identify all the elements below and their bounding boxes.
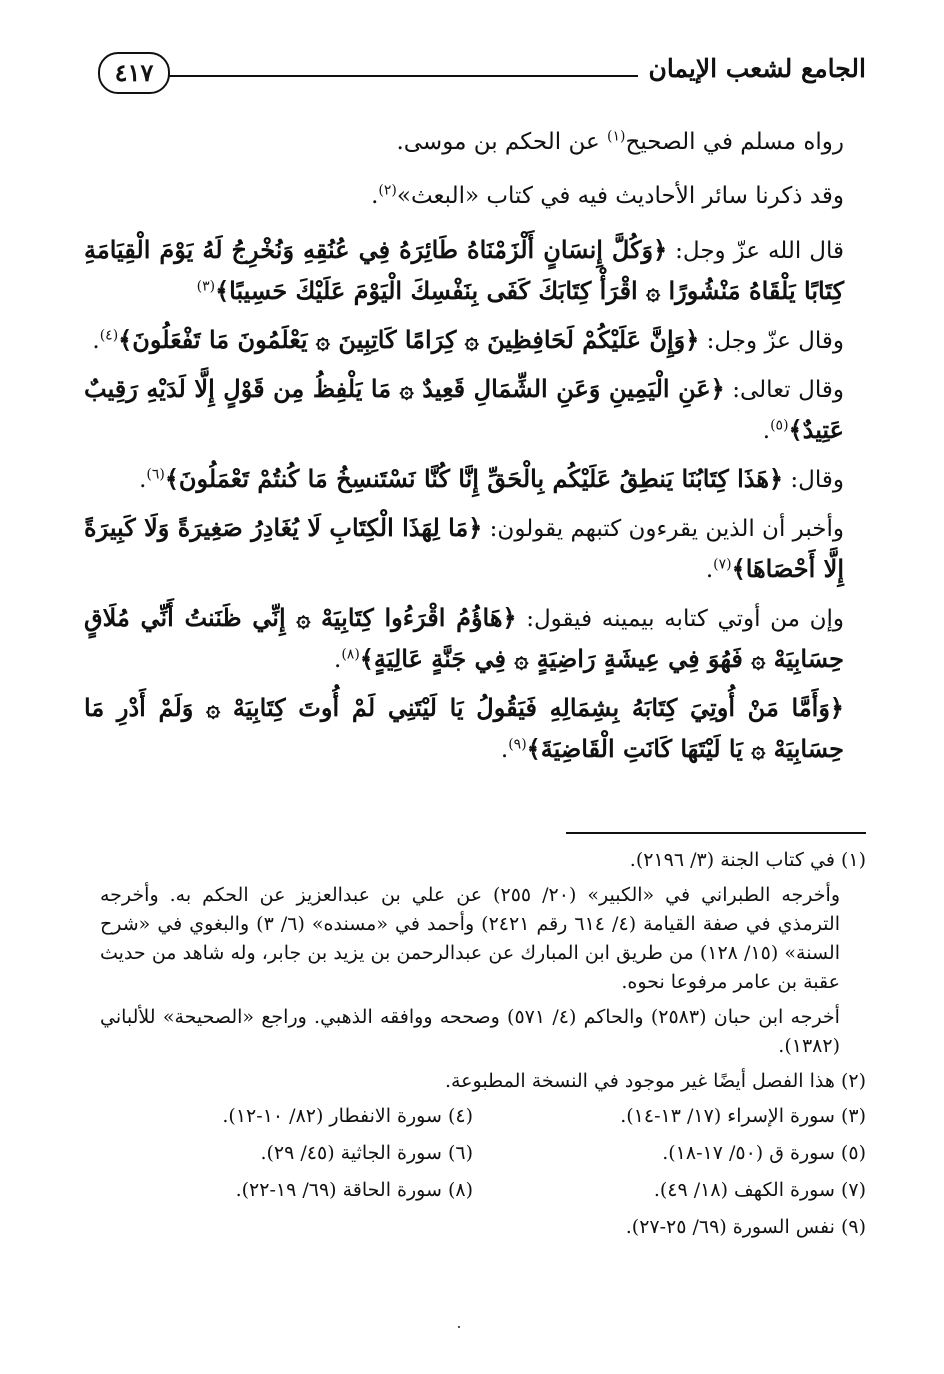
main-text bbox=[84, 122, 844, 778]
quran-verse: ﴿هَذَا كِتَابُنَا يَنطِقُ عَلَيْكُم بِالْحَقِّ إِنَّا كُنَّا نَسْتَنسِخُ مَا كُنتُمْ تَعْمَلُونَ﴾ bbox=[164, 464, 784, 493]
quran-verse: ﴿وَإِنَّ عَلَيْكُمْ لَحَافِظِينَ ۞ كِرَامًا كَاتِبِينَ ۞ يَعْلَمُونَ مَا تَفْعَلُونَ﴾ bbox=[118, 325, 700, 354]
text: . bbox=[139, 467, 147, 493]
footnote-ref[interactable]: (٦) bbox=[146, 466, 165, 483]
text: . bbox=[92, 328, 100, 354]
paragraph-7 bbox=[84, 508, 844, 590]
text: رواه مسلم في الصحيح bbox=[625, 129, 844, 155]
paragraph-9 bbox=[84, 688, 844, 770]
text: وقال: bbox=[783, 467, 844, 493]
footnote-1-detail: وأخرجه الطبراني في «الكبير» (٢٠/ ٢٥٥) عن علي بن عبدالعزيز عن الحكم به. وأخرجه الترمذي في صفة القيامة (٤/ ٦١٤ رقم ٢٤٢١) وأحمد في «مسنده» (٦/ ٣) والبغوي في «شرح السنة» (١٥/ ١٢٨) من طريق ابن المبارك عن عبدالرحمن بن يزيد بن جابر، وله شاهد من حديث عقبة بن عامر مرفوعا نحوه. bbox=[100, 884, 840, 993]
paragraph-3 bbox=[84, 230, 844, 312]
page-header bbox=[98, 48, 866, 98]
footnote-2: (٢) هذا الفصل أيضًا غير موجود في النسخة المطبوعة. bbox=[444, 1070, 866, 1092]
text: عن الحكم بن موسى. bbox=[396, 129, 608, 155]
footnote-ref[interactable]: (٣) bbox=[196, 278, 216, 295]
text: قال الله عزّ وجل: bbox=[667, 238, 844, 264]
footnote-4: (٤) سورة الانفطار (٨٢/ ١٠-١٢). bbox=[222, 1105, 473, 1127]
quran-verse: ﴿وَكُلَّ إِنسَانٍ أَلْزَمْنَاهُ طَائِرَهُ فِي عُنُقِهِ وَنُخْرِجُ لَهُ يَوْمَ الْقِيَامَةِ كِتَابًا يَلْقَاهُ مَنْشُورًا ۞ اقْرَأْ كِتَابَكَ كَفَى بِنَفْسِكَ الْيَوْمَ عَلَيْكَ حَسِيبًا﴾ bbox=[84, 235, 844, 305]
text: . bbox=[500, 737, 509, 763]
text: . bbox=[705, 557, 714, 583]
running-title: الجامع لشعب الإيمان bbox=[648, 54, 866, 83]
footnotes bbox=[100, 846, 866, 1250]
page-number: ٤١٧ bbox=[98, 52, 170, 94]
quran-verse: ﴿مَا لِهَذَا الْكِتَابِ لَا يُغَادِرُ صَغِيرَةً وَلَا كَبِيرَةً إِلَّا أَحْصَاهَا﴾ bbox=[84, 513, 844, 583]
paragraph-2 bbox=[84, 176, 844, 216]
footnote-1-detail-2: أخرجه ابن حبان (٢٥٨٣) والحاكم (٤/ ٥٧١) وصححه ووافقه الذهبي. وراجع «الصحيحة» للألباني (١٣٨٢). bbox=[100, 1006, 840, 1057]
header-rule bbox=[168, 75, 638, 77]
paragraph-6 bbox=[84, 459, 844, 500]
paragraph-1 bbox=[84, 122, 844, 162]
text: . bbox=[334, 647, 342, 673]
footnote-1: (١) في كتاب الجنة (٣/ ٢١٩٦). bbox=[629, 849, 866, 871]
footnote-5: (٥) سورة ق (٥٠/ ١٧-١٨). bbox=[662, 1142, 866, 1164]
text: . bbox=[762, 418, 771, 444]
footnote-ref[interactable]: (٢) bbox=[378, 182, 397, 199]
text: وإن من أوتي كتابه بيمينه فيقول: bbox=[516, 606, 844, 632]
footnote-ref[interactable]: (٧) bbox=[713, 556, 732, 573]
footnote-9: (٩) نفس السورة (٦٩/ ٢٥-٢٧). bbox=[625, 1216, 866, 1238]
footnote-ref[interactable]: (٥) bbox=[770, 417, 789, 434]
text: . bbox=[371, 183, 379, 209]
footnote-separator bbox=[566, 832, 866, 834]
scan-speck bbox=[458, 1326, 460, 1328]
paragraph-5 bbox=[84, 369, 844, 451]
text: وقد ذكرنا سائر الأحاديث فيه في كتاب «البعث» bbox=[396, 183, 844, 209]
footnote-7: (٧) سورة الكهف (١٨/ ٤٩). bbox=[653, 1179, 866, 1201]
footnote-ref[interactable]: (١) bbox=[607, 128, 626, 145]
footnote-8: (٨) سورة الحاقة (٦٩/ ١٩-٢٢). bbox=[235, 1179, 473, 1201]
footnote-ref[interactable]: (٩) bbox=[508, 736, 527, 753]
footnote-3: (٣) سورة الإسراء (١٧/ ١٣-١٤). bbox=[620, 1105, 866, 1127]
text: وقال تعالى: bbox=[724, 377, 844, 403]
text: وأخبر أن الذين يقرءون كتبهم يقولون: bbox=[482, 516, 845, 542]
quran-verse: ﴿عَنِ الْيَمِينِ وَعَنِ الشِّمَالِ قَعِيدٌ ۞ مَا يَلْفِظُ مِن قَوْلٍ إِلَّا لَدَيْهِ رَقِيبٌ عَتِيدٌ﴾ bbox=[84, 374, 844, 444]
footnote-ref[interactable]: (٨) bbox=[341, 646, 360, 663]
footnote-ref[interactable]: (٤) bbox=[99, 327, 119, 344]
paragraph-8 bbox=[84, 598, 844, 680]
quran-verse: ﴿وَأَمَّا مَنْ أُوتِيَ كِتَابَهُ بِشِمَالِهِ فَيَقُولُ يَا لَيْتَنِي لَمْ أُوتَ كِتَابِيَهْ ۞ وَلَمْ أَدْرِ مَا حِسَابِيَهْ ۞ يَا لَيْتَهَا كَانَتِ الْقَاضِيَةَ﴾ bbox=[84, 693, 844, 763]
footnote-6: (٦) سورة الجاثية (٤٥/ ٢٩). bbox=[260, 1142, 473, 1164]
footnote-grid bbox=[100, 1102, 866, 1250]
text: وقال عزّ وجل: bbox=[699, 328, 844, 354]
quran-verse: ﴿هَاؤُمُ اقْرَءُوا كِتَابِيَهْ ۞ إِنِّي ظَنَنتُ أَنِّي مُلَاقٍ حِسَابِيَهْ ۞ فَهُوَ فِي عِيشَةٍ رَاضِيَةٍ ۞ فِي جَنَّةٍ عَالِيَةٍ﴾ bbox=[84, 603, 844, 673]
paragraph-4 bbox=[84, 320, 844, 361]
